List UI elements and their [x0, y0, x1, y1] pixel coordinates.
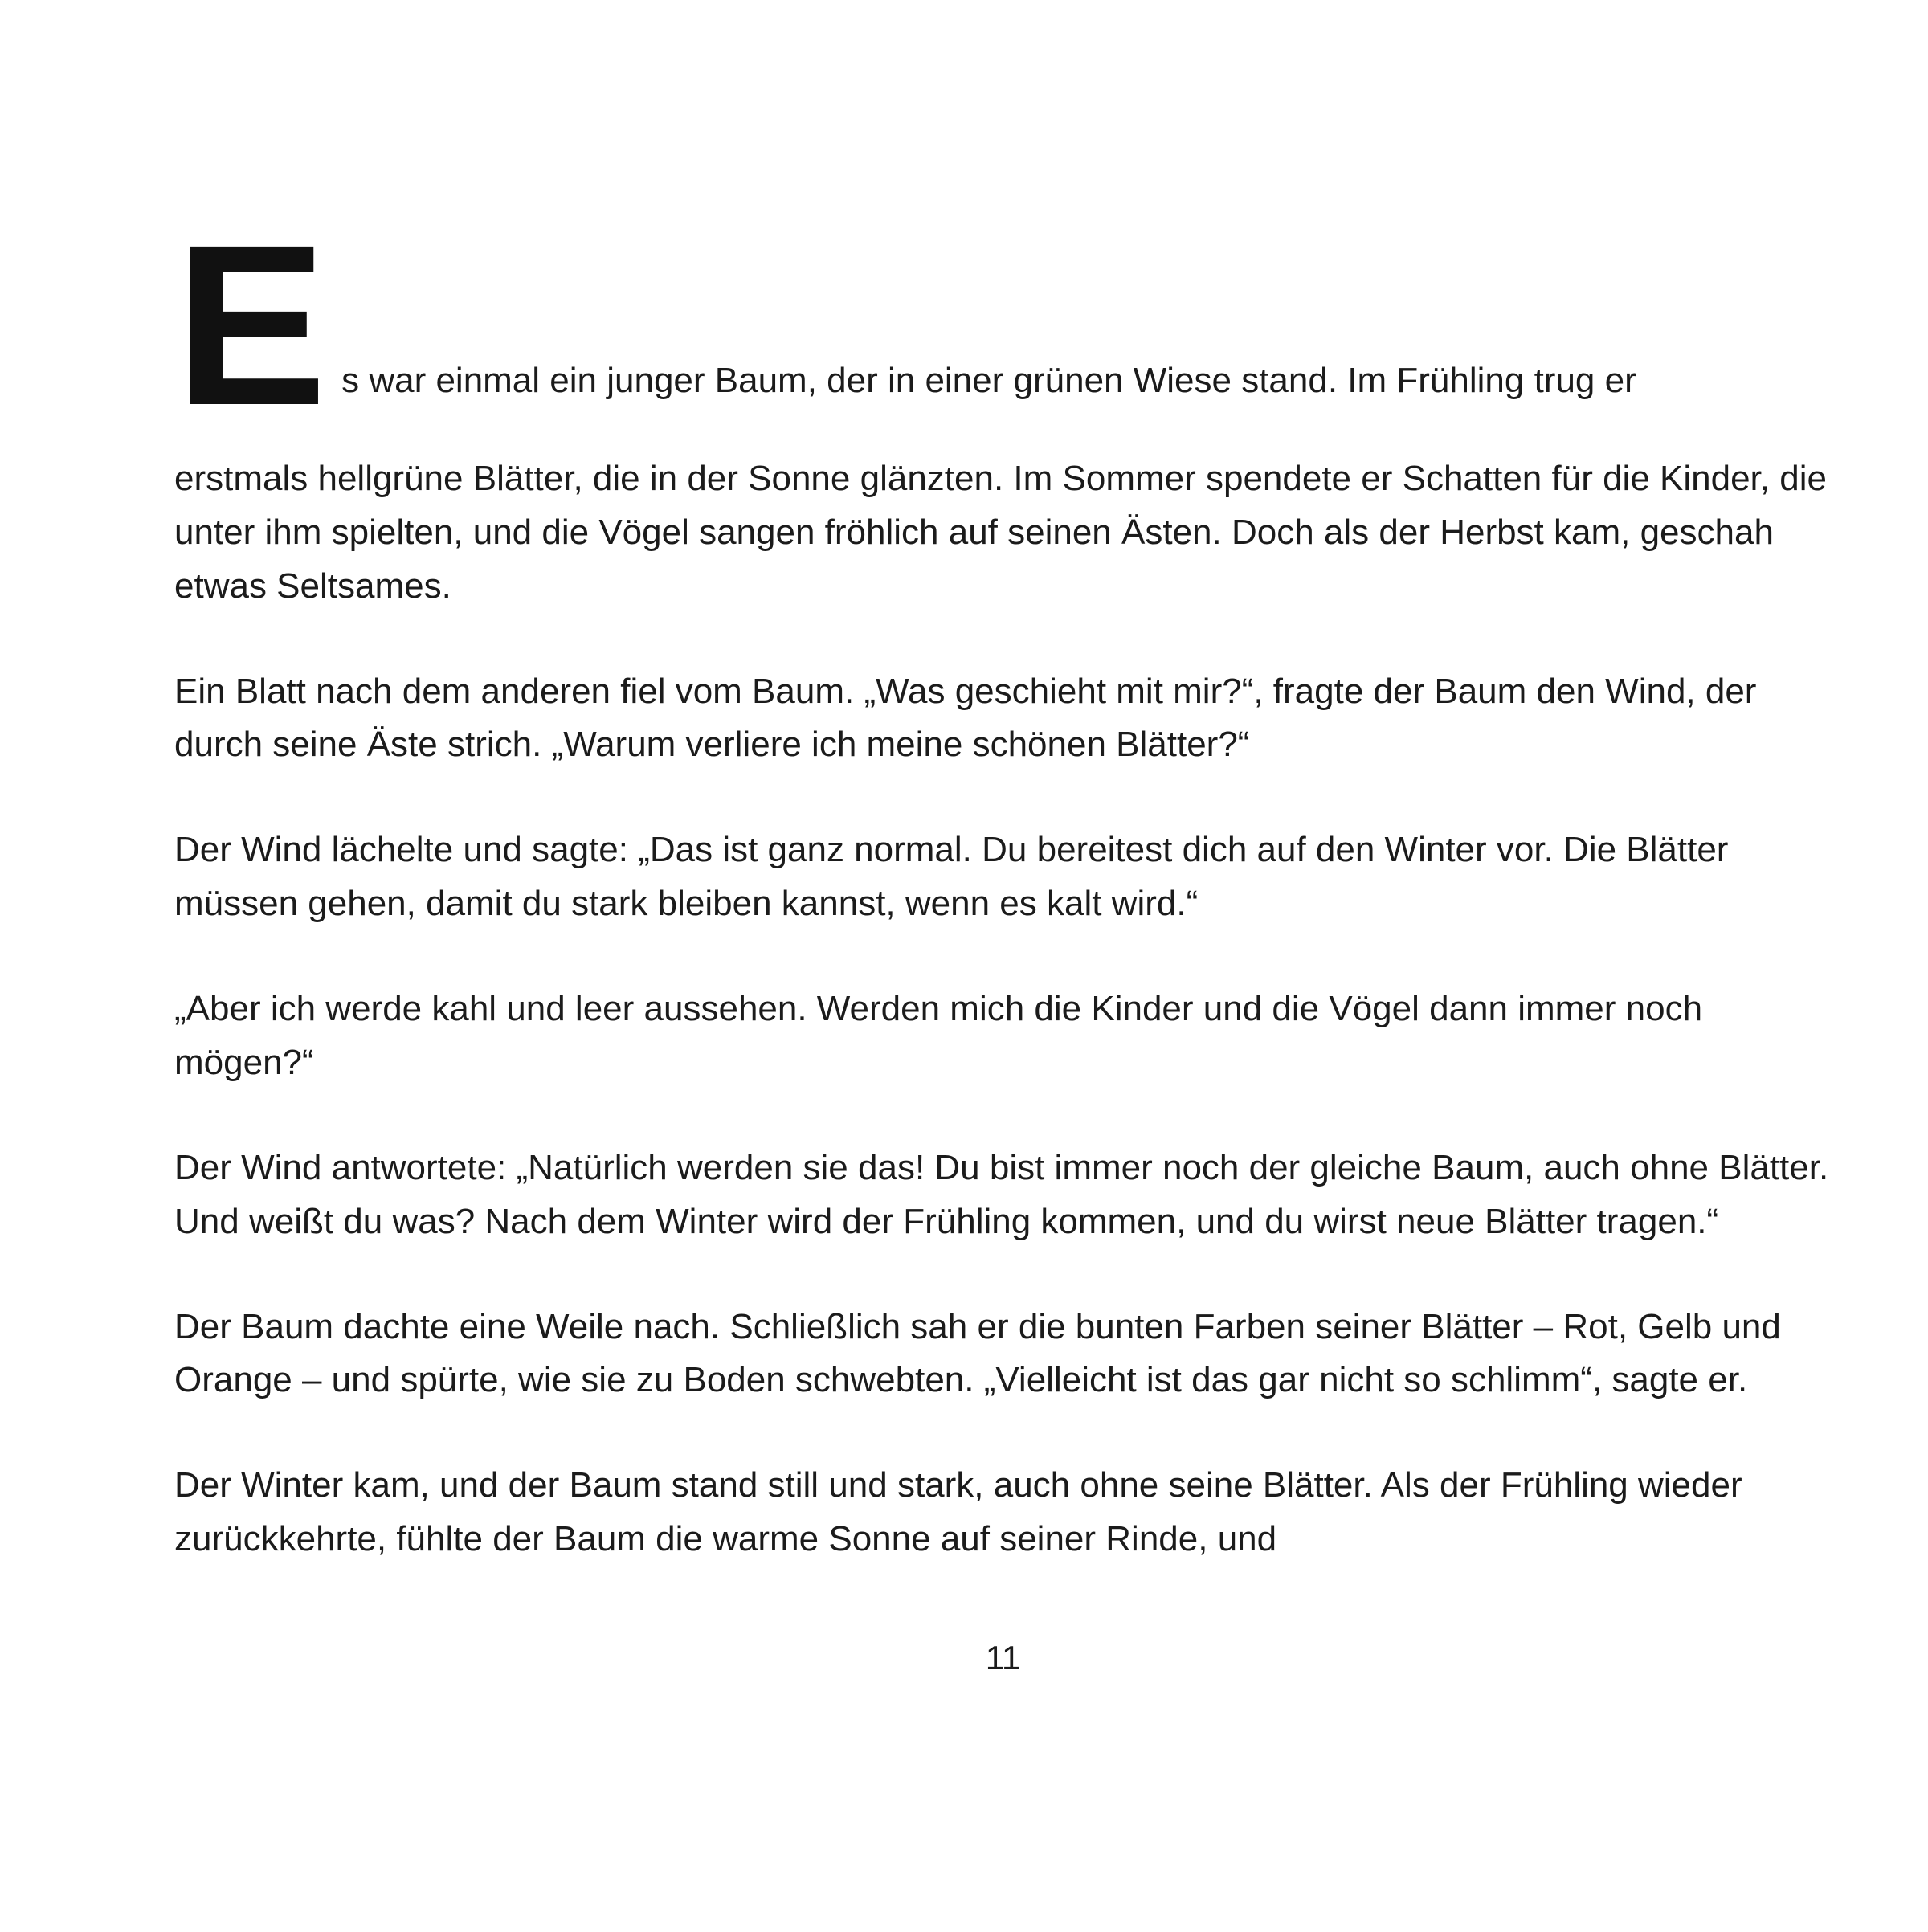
paragraph-4: „Aber ich werde kahl und leer aussehen. Werden mich die Kinder und die Vögel dann immer noch mögen?“ — [174, 989, 1703, 1082]
paragraph-5: Der Wind antwortete: „Natürlich werden sie das! Du bist immer noch der gleiche Baum, auch ohne Blätter. Und weißt du was? Nach dem Winter wird der Frühling kommen, und du wirst neue Blätter tragen.“ — [174, 1147, 1829, 1241]
first-line-text: s war einmal ein junger Baum, der in einer grünen Wiese stand. Im Frühling trug er — [341, 360, 1636, 400]
drop-cap: E — [174, 198, 328, 453]
paragraph-1: erstmals hellgrüne Blätter, die in der Sonne glänzten. Im Sommer spendete er Schatten für die Kinder, die unter ihm spielten, und die Vögel sangen fröhlich auf seinen Ästen. Doch als der Herbst kam, geschah etwas Seltsames. — [174, 458, 1827, 606]
opening-line — [174, 198, 1832, 453]
paragraph-2: Ein Blatt nach dem anderen fiel vom Baum. „Was geschieht mit mir?“, fragte der Baum den Wind, der durch seine Äste strich. „Warum verliere ich meine schönen Blätter?“ — [174, 671, 1757, 765]
paragraph-7: Der Winter kam, und der Baum stand still und stark, auch ohne seine Blätter. Als der Frühling wieder zurückkehrte, fühlte der Baum die warme Sonne auf seiner Rinde, und — [174, 1465, 1742, 1559]
paragraph-6: Der Baum dachte eine Weile nach. Schließlich sah er die bunten Farben seiner Blätter – Rot, Gelb und Orange – und spürte, wie sie zu Boden schwebten. „Vielleicht ist das gar nicht so schlimm“, sagte er. — [174, 1306, 1781, 1400]
page-number: 11 — [985, 1639, 1021, 1677]
paragraph-3: Der Wind lächelte und sagte: „Das ist ganz normal. Du bereitest dich auf den Winter vor. Die Blätter müssen gehen, damit du stark bleiben kannst, wenn es kalt wird.“ — [174, 830, 1729, 924]
body-text — [174, 452, 1832, 1566]
